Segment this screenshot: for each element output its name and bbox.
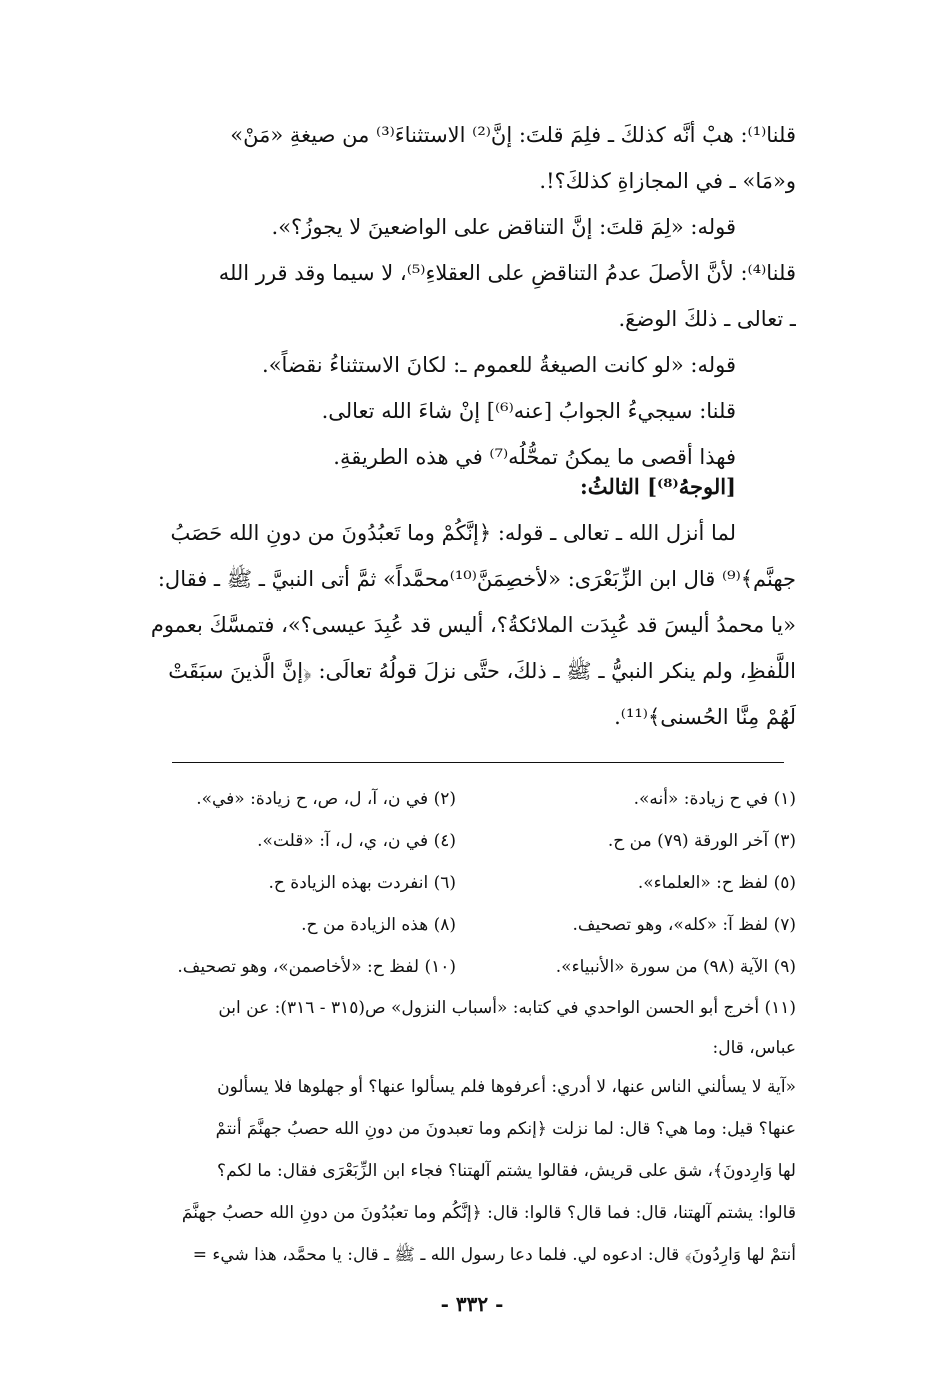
main-text-line: قلنا⁽¹⁾: هبْ أنَّه كذلكَ ـ فلِمَ قلتَ: إنَّ⁽²⁾ الاستثناءَ⁽³⁾ من صيغةِ «مَنْ» [230, 123, 796, 147]
footnote-row [116, 778, 796, 820]
footnote-row [116, 820, 796, 862]
footnote: (٣) آخر الورقة (٧٩) من ح. [607, 831, 796, 851]
footnote: (١) في ح زيادة: «أنه». [633, 789, 796, 809]
footnote: (٨) هذه الزيادة من ح. [301, 915, 456, 935]
footnote: (٩) الآية (٩٨) من سورة «الأنبياء». [555, 957, 796, 977]
main-text-line: قلنا: سيجيءُ الجوابُ [عنه⁽⁶⁾] إنْ شاءَ الله تعالى. [321, 399, 736, 423]
footnote-quote-line: قالوا: يشتم آلهتنا، قال: فما قال؟ قالوا: قال: ﴿إنَّكُم وما تعبُدُونَ من دونِ الله حصبُ جهنَّمَ [181, 1203, 796, 1223]
main-text-line: قوله: «لو كانت الصيغةُ للعموم ـ: لكانَ الاستثناءُ نقضاً». [262, 353, 736, 377]
footnotes-grid [116, 778, 796, 988]
footnote-quote-line: لها وَارِدونَ﴾، شق على قريش، فقالوا يشتم آلهتنا؟ فجاء ابن الزِّبَعْرَى فقال: ما لكم؟ [217, 1161, 796, 1181]
footnote: (١٠) لفظ ح: «لأخاصمن»، وهو تصحيف. [177, 957, 456, 977]
footnote-row [116, 904, 796, 946]
main-text-line: لَهُمْ مِنَّا الحُسنى﴾⁽¹¹⁾. [614, 705, 796, 729]
footnote: (٥) لفظ ح: «العلماء». [637, 873, 796, 893]
footnote-long-line: (١١) أخرج أبو الحسن الواحدي في كتابه: «أسباب النزول» ص(٣١٥ - ٣١٦): عن ابن [218, 998, 796, 1018]
footnote-row [116, 862, 796, 904]
footnote-quote-line: «آية لا يسألني الناس عنها، لا أدري: أعرفوها فلم يسألوا عنها؟ أو جهلوها فلا يسألون [217, 1077, 796, 1097]
footnote: (٦) انفردت بهذه الزيادة ح. [268, 873, 456, 893]
main-text-line: قلنا⁽⁴⁾: لأنَّ الأصلَ عدمُ التناقضِ على العقلاءِ⁽⁵⁾، لا سيما وقد قرر الله [218, 261, 796, 285]
page-number: - ٣٣٢ - [440, 1292, 504, 1316]
main-text-line: و«مَا» ـ في المجازاةِ كذلكَ؟!. [539, 169, 796, 193]
footnote-quote-line: أنتمْ لها وَارِدُونَ﴾ قال: ادعوه لي. فلما دعا رسول الله ـ ﷺ ـ قال: يا محمَّد، هذا شيء = [192, 1245, 796, 1265]
footnote-quote-line: عنها؟ قيل: وما هي؟ قال: لما نزلت ﴿إنكم وما تعبدونَ من دونِ الله حصبُ جهنَّمَ أنتمْ [215, 1119, 796, 1139]
footnote-long-line: عباس، قال: [712, 1038, 796, 1058]
footnote: (٤) في ن، ي، ل، آ: «قلت». [257, 831, 456, 851]
footnote: (٢) في ن، آ، ل، ص، ح زيادة: «في». [196, 789, 456, 809]
main-text-line: لما أنزل الله ـ تعالى ـ قوله: ﴿إنَّكُمْ وما تَعبُدُونَ من دونِ الله حَصَبُ [170, 521, 736, 545]
footnote: (٧) لفظ آ: «كله»، وهو تصحيف. [572, 915, 796, 935]
main-text-line: اللَّفظِ، ولم ينكر النبيُّ ـ ﷺ ـ ذلكَ، حتَّى نزلَ قولُهُ تعالَى: ﴿إنَّ الَّذينَ سبَقَتْ [168, 659, 796, 683]
main-text-line: ـ تعالى ـ ذلكَ الوضعَ. [618, 307, 796, 331]
section-heading: [الوجهُ⁽⁸⁾] الثالثُ: [580, 474, 736, 499]
main-text-line: جهنَّم﴾⁽⁹⁾ قال ابن الزِّبَعْرَى: «لأخصِمَنَّ⁽¹⁰⁾محمَّداً» ثمَّ أتى النبيَّ ـ ﷺ ـ فقال: [157, 567, 796, 591]
main-text-line: قوله: «لِمَ قلتَ: إنَّ التناقض على الواضعينَ لا يجوزُ؟». [271, 215, 736, 239]
main-text-line: «يا محمدُ أليسَ قد عُبِدَت الملائكةُ؟، أليس قد عُبِدَ عيسى؟»، فتمسَّكَ بعموم [150, 613, 796, 637]
main-text-line: فهذا أقصى ما يمكنُ تمحُّلُه⁽⁷⁾ في هذه الطريقةِ. [333, 445, 736, 469]
footnote-row [116, 946, 796, 988]
footnote-separator [172, 762, 784, 763]
